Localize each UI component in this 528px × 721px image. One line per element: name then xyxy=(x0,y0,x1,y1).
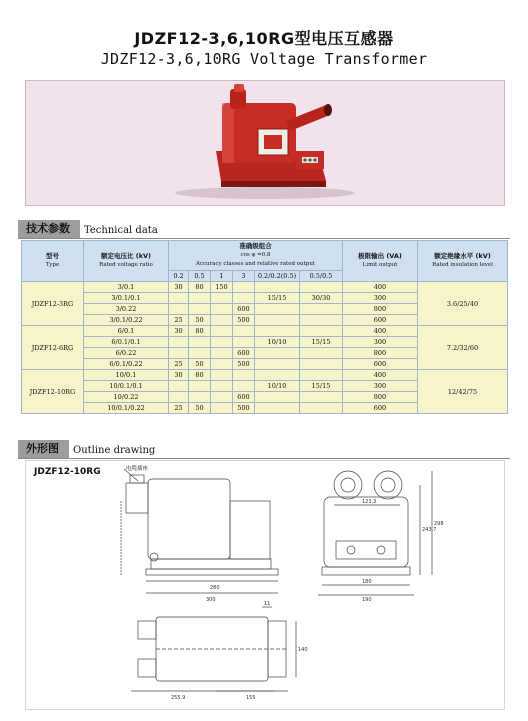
drawing-model-label: JDZF12-10RG xyxy=(34,467,101,477)
header-ratio: 额定电压比 (kV) Rated voltage ratio xyxy=(84,241,169,282)
accuracy-cell: 600 xyxy=(233,392,255,403)
page-title-en: JDZF12-3,6,10RG Voltage Transformer xyxy=(100,50,428,68)
acc-class: 0.5 xyxy=(189,271,211,282)
accuracy-cell: 15/15 xyxy=(300,381,343,392)
table-row xyxy=(22,282,508,293)
accuracy-cell xyxy=(233,326,255,337)
accuracy-cell xyxy=(233,282,255,293)
accuracy-cell xyxy=(211,348,233,359)
accuracy-cell xyxy=(300,304,343,315)
accuracy-cell: 10/10 xyxy=(255,381,300,392)
accuracy-cell xyxy=(300,326,343,337)
accuracy-cell xyxy=(169,293,189,304)
accuracy-cell: 50 xyxy=(189,315,211,326)
accuracy-cell xyxy=(233,381,255,392)
insulation-cell: 7.2/32/60 xyxy=(418,326,508,370)
accuracy-cell xyxy=(255,326,300,337)
accuracy-cell xyxy=(169,381,189,392)
acc-class: 0.5/0.5 xyxy=(300,271,343,282)
acc-class: 0.2/0.2(0.5) xyxy=(255,271,300,282)
ratio-cell: 6/0.22 xyxy=(84,348,169,359)
accuracy-cell xyxy=(233,293,255,304)
accuracy-cell xyxy=(300,315,343,326)
outline-drawing xyxy=(25,460,505,710)
accuracy-cell: 50 xyxy=(189,359,211,370)
accuracy-cell xyxy=(211,304,233,315)
acc-class: 1 xyxy=(211,271,233,282)
accuracy-cell: 25 xyxy=(169,359,189,370)
ratio-cell: 10/0.1/0.22 xyxy=(84,403,169,414)
accuracy-cell: 50 xyxy=(189,403,211,414)
accuracy-cell xyxy=(211,359,233,370)
accuracy-cell: 25 xyxy=(169,315,189,326)
accuracy-cell xyxy=(255,282,300,293)
limit-cell: 300 xyxy=(343,337,418,348)
limit-cell: 800 xyxy=(343,304,418,315)
accuracy-cell: 30 xyxy=(169,282,189,293)
header-model: 型号 Type xyxy=(22,241,84,282)
accuracy-cell: 80 xyxy=(189,282,211,293)
accuracy-cell: 10/10 xyxy=(255,337,300,348)
accuracy-cell xyxy=(255,304,300,315)
accuracy-cell: 15/15 xyxy=(255,293,300,304)
page-title-cn: JDZF12-3,6,10RG型电压互感器 xyxy=(134,29,394,48)
ratio-cell: 3/0.1 xyxy=(84,282,169,293)
ratio-cell: 3/0.22 xyxy=(84,304,169,315)
accuracy-cell xyxy=(211,337,233,348)
accuracy-cell: 30 xyxy=(169,326,189,337)
outline-drawing-header xyxy=(18,440,155,458)
product-photo xyxy=(25,80,505,206)
accuracy-cell xyxy=(189,293,211,304)
accuracy-cell xyxy=(255,370,300,381)
dim-255: 255.9 xyxy=(171,695,186,701)
accuracy-cell: 150 xyxy=(211,282,233,293)
header-limit-output: 极限输出 (VA) Limit output xyxy=(343,241,418,282)
ratio-cell: 6/0.1/0.22 xyxy=(84,359,169,370)
accuracy-cell: 500 xyxy=(233,359,255,370)
accuracy-cell xyxy=(169,348,189,359)
dim-11: 11 xyxy=(264,601,271,607)
acc-class: 0.2 xyxy=(169,271,189,282)
dim-140: 140 xyxy=(298,647,308,653)
ratio-cell: 3/0.1/0.1 xyxy=(84,293,169,304)
outline-drawing-label-cn: 外形图 xyxy=(18,440,69,458)
accuracy-cell: 500 xyxy=(233,315,255,326)
accuracy-cell xyxy=(211,370,233,381)
limit-cell: 600 xyxy=(343,359,418,370)
dim-280: 280 xyxy=(210,585,220,591)
dim-243: 243.7 xyxy=(422,527,437,533)
accuracy-cell xyxy=(233,337,255,348)
accuracy-cell: 500 xyxy=(233,403,255,414)
model-cell: JDZF12-3RG xyxy=(22,282,84,326)
accuracy-cell xyxy=(233,370,255,381)
accuracy-cell: 30 xyxy=(169,370,189,381)
ratio-cell: 10/0.1 xyxy=(84,370,169,381)
accuracy-cell xyxy=(255,392,300,403)
technical-data-label-cn: 技术参数 xyxy=(18,220,80,238)
accuracy-cell xyxy=(255,315,300,326)
accuracy-cell xyxy=(189,392,211,403)
section-divider xyxy=(18,238,510,239)
limit-cell: 400 xyxy=(343,326,418,337)
insulation-cell: 12/42/75 xyxy=(418,370,508,414)
header-accuracy: 准确级组合 cos φ =0.8 Accuracy classes and relative rated output xyxy=(169,241,343,271)
dim-298: 298 xyxy=(434,521,444,527)
section-divider xyxy=(18,458,510,459)
outline-drawing-label-en: Outline drawing xyxy=(73,445,156,456)
ratio-cell: 3/0.1/0.22 xyxy=(84,315,169,326)
accuracy-cell xyxy=(300,370,343,381)
model-cell: JDZF12-6RG xyxy=(22,326,84,370)
dim-180: 180 xyxy=(362,579,372,585)
limit-cell: 300 xyxy=(343,381,418,392)
accuracy-cell xyxy=(211,403,233,414)
limit-cell: 400 xyxy=(343,282,418,293)
accuracy-cell xyxy=(211,326,233,337)
accuracy-cell: 80 xyxy=(189,326,211,337)
model-cell: JDZF12-10RG xyxy=(22,370,84,414)
limit-cell: 400 xyxy=(343,370,418,381)
accuracy-cell xyxy=(211,392,233,403)
technical-drawing xyxy=(26,461,504,709)
accuracy-cell xyxy=(169,392,189,403)
accuracy-cell xyxy=(211,381,233,392)
ratio-cell: 10/0.22 xyxy=(84,392,169,403)
ratio-cell: 10/0.1/0.1 xyxy=(84,381,169,392)
accuracy-cell xyxy=(211,293,233,304)
insulation-cell: 3.6/25/40 xyxy=(418,282,508,326)
technical-data-label-en: Technical data xyxy=(84,225,158,236)
accuracy-cell: 30/30 xyxy=(300,293,343,304)
accuracy-cell: 600 xyxy=(233,304,255,315)
acc-class: 3 xyxy=(233,271,255,282)
accuracy-cell xyxy=(169,304,189,315)
cable-socket-label: 电缆插座 xyxy=(126,466,149,472)
accuracy-cell xyxy=(189,337,211,348)
accuracy-cell xyxy=(300,359,343,370)
limit-cell: 600 xyxy=(343,315,418,326)
transformer-illustration xyxy=(26,81,504,205)
table-row xyxy=(22,370,508,381)
limit-cell: 800 xyxy=(343,392,418,403)
technical-data-header xyxy=(18,220,158,238)
accuracy-cell xyxy=(189,348,211,359)
dim-123: 123.3 xyxy=(362,499,377,505)
accuracy-cell: 25 xyxy=(169,403,189,414)
accuracy-cell xyxy=(169,337,189,348)
accuracy-cell xyxy=(300,282,343,293)
accuracy-cell: 15/15 xyxy=(300,337,343,348)
limit-cell: 800 xyxy=(343,348,418,359)
dim-190: 190 xyxy=(362,597,372,603)
ratio-cell: 6/0.1/0.1 xyxy=(84,337,169,348)
limit-cell: 300 xyxy=(343,293,418,304)
accuracy-cell xyxy=(255,403,300,414)
accuracy-cell: 600 xyxy=(233,348,255,359)
dim-300: 300 xyxy=(206,597,216,603)
header-insulation: 额定绝缘水平 (kV) Rated insulation level xyxy=(418,241,508,282)
accuracy-cell xyxy=(255,348,300,359)
accuracy-cell xyxy=(211,315,233,326)
accuracy-cell xyxy=(189,304,211,315)
accuracy-cell: 80 xyxy=(189,370,211,381)
accuracy-cell xyxy=(300,403,343,414)
table-row xyxy=(22,326,508,337)
accuracy-cell xyxy=(189,381,211,392)
accuracy-cell xyxy=(300,392,343,403)
ratio-cell: 6/0.1 xyxy=(84,326,169,337)
limit-cell: 600 xyxy=(343,403,418,414)
accuracy-cell xyxy=(300,348,343,359)
technical-data-table xyxy=(21,240,508,414)
dim-155: 155 xyxy=(246,695,256,701)
accuracy-cell xyxy=(255,359,300,370)
